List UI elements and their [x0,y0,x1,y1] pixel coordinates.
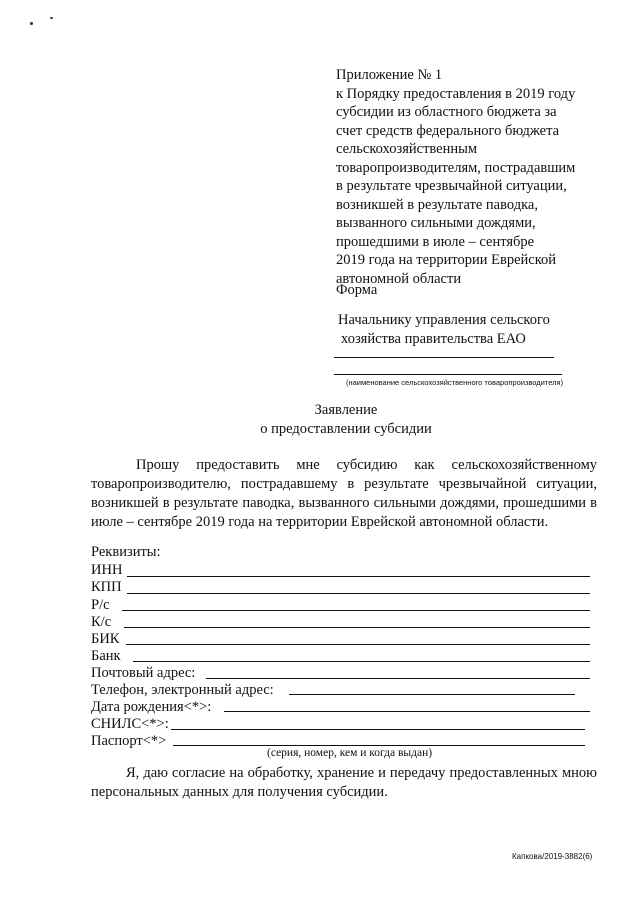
consent-paragraph: Я, даю согласие на обработку, хранение и передачу предоставленных мною персональных данных для получения субсидии. [91,765,597,800]
bik-label: БИК [91,631,120,647]
appendix-line: в результате чрезвычайной ситуации, [336,178,567,194]
document-subtitle: о предоставлении субсидии [260,421,432,437]
appendix-line: счет средств федерального бюджета [336,122,560,139]
appendix-line: возникшей в результате паводка, [336,196,538,213]
phone-email-label: Телефон, электронный адрес: [91,682,274,698]
appendix-line: субсидии из областного бюджета за [336,104,557,120]
bik-field[interactable] [126,644,590,645]
bank-label: Банк [91,648,121,664]
document-title: Заявление [314,402,378,418]
rs-label: Р/с [91,597,110,613]
postal-address-field[interactable] [206,678,590,679]
appendix-line: вызванного сильными дождями, [336,215,536,231]
kpp-label: КПП [91,579,122,595]
inn-field[interactable] [127,576,590,577]
appendix-line: Приложение № 1 [336,67,443,83]
addressee-line: хозяйства правительства ЕАО [341,331,526,347]
appendix-line: товаропроизводителям, пострадавшим [336,159,576,176]
passport-label: Паспорт<*> [91,733,167,749]
form-label: Форма [336,282,378,298]
appendix-line: прошедшими в июле – сентябре [336,233,535,250]
addressee-line: Начальнику управления сельского [338,312,550,328]
appendix-line: к Порядку предоставления в 2019 году [336,85,576,102]
addressee [338,311,550,349]
inn-label: ИНН [91,562,123,578]
request-paragraph: Прошу предоставить мне субсидию как сельскохозяйственному товаропроизводителю, пострадавшему в результате чрезвычайной ситуации, возникшей в результате паводка, вызванного сильными дождями, прошедшими в июле – сентябре 2019 года на территории Еврейской автономной области. [91,457,597,530]
birth-date-label: Дата рождения<*>: [91,699,212,715]
appendix-line: автономной области [336,270,462,287]
document-code: Капкова/2019-3882(6) [512,852,593,861]
rs-field[interactable] [122,610,590,611]
requisites-label: Реквизиты: [91,544,161,560]
birth-date-field[interactable] [224,711,590,712]
applicant-name-field[interactable] [334,357,554,358]
snils-label: СНИЛС<*>: [91,716,169,732]
ks-field[interactable] [124,627,590,628]
scan-speck [30,22,33,25]
postal-address-label: Почтовый адрес: [91,665,196,681]
appendix-line: 2019 года на территории Еврейской [336,252,557,268]
appendix-line: сельскохозяйственным [336,141,478,157]
snils-field[interactable] [171,729,585,730]
phone-email-field[interactable] [289,694,575,695]
ks-label: К/с [91,614,112,630]
scan-speck [50,17,53,19]
applicant-name-caption: (наименование сельскохозяйственного товаропроизводителя) [346,378,564,387]
applicant-name-field[interactable] [334,374,562,375]
appendix-header [336,66,601,288]
kpp-field[interactable] [127,593,590,594]
bank-field[interactable] [133,661,590,662]
passport-caption: (серия, номер, кем и когда выдан) [267,747,433,759]
passport-field[interactable] [173,745,585,746]
